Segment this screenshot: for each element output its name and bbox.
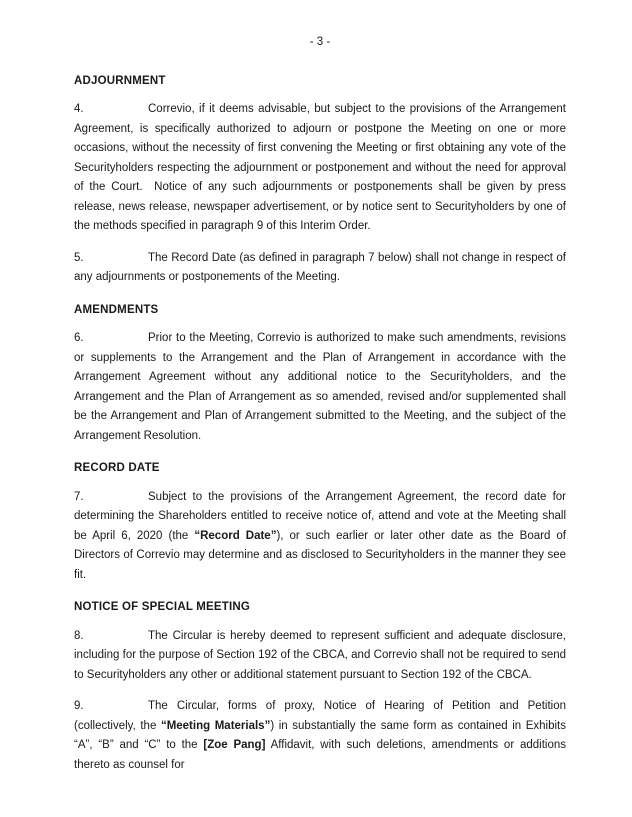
- bold-text-run: “Meeting Materials”: [160, 719, 271, 732]
- text-run: Subject to the provisions of the Arrangement Agreement, the record date for determining the Shareholders entitled to receive notice of, attend and vote at the Meeting shall be April 6, 2020 (the: [74, 490, 566, 542]
- document-body: [74, 72, 566, 776]
- numbered-paragraph: [74, 100, 566, 237]
- text-run: Affidavit, with such deletions, amendments or additions thereto as counsel for: [74, 739, 566, 771]
- section-heading: RECORD DATE: [74, 462, 160, 474]
- text-run: ), or such earlier or later other date as the Board of Directors of Correvio may determine and as disclosed to Securityholders in the manner they see fit.: [74, 529, 566, 581]
- paragraph-number: 9.: [74, 700, 84, 712]
- text-run: The Record Date (as defined in paragraph 7 below) shall not change in respect of any adjournments or postponements of the Meeting.: [74, 251, 566, 283]
- paragraph-number: 5.: [74, 251, 84, 264]
- section-heading: NOTICE OF SPECIAL MEETING: [74, 601, 251, 613]
- section-heading: AMENDMENTS: [74, 303, 159, 316]
- section-heading: ADJOURNMENT: [74, 74, 166, 87]
- bold-text-run: [Zoe Pang]: [203, 739, 266, 751]
- text-run: The Circular is hereby deemed to represent sufficient and adequate disclosure, including for the purpose of Section 192 of the CBCA, and Correvio shall not be required to send to Securityholders any other or additional statement pursuant to Section 192 of the CBCA.: [74, 629, 566, 681]
- text-run: Prior to the Meeting, Correvio is authorized to make such amendments, revisions or supplements to the Arrangement and the Plan of Arrangement in accordance with the Arrangement Agreement without any additional notice to the Securityholders, and the Arrangement and the Plan of Arrangement as so amended, revised and/or supplemented shall be the Arrangement and Plan of Arrangement submitted to the Meeting, and the subject of the Arrangement Resolution.: [74, 332, 566, 442]
- text-run: Correvio, if it deems advisable, but subject to the provisions of the Arrangement Agreement, is specifically authorized to adjourn or postpone the Meeting on one or more occasions, without the necessity of first convening the Meeting or first obtaining any vote of the Securityholders respecting the adjournment or postponement and without the need for approval of the Court. Notice of any such adjournments or postponements shall be given by press release, news release, newspaper advertisement, or by notice sent to Securityholders by one of the methods specified in paragraph 9 of this Interim Order.: [74, 103, 566, 232]
- bold-text-run: “Record Date”: [194, 529, 277, 542]
- paragraph-number: 6.: [74, 332, 84, 344]
- text-run: ) in substantially the same form as contained in Exhibits “A”, “B” and “C” to the: [74, 719, 566, 751]
- paragraph-number: 8.: [74, 629, 84, 642]
- numbered-paragraph: [74, 627, 566, 686]
- numbered-paragraph: [74, 697, 566, 775]
- paragraph-number: 7.: [74, 490, 84, 503]
- text-run: The Circular, forms of proxy, Notice of Hearing of Petition and Petition (collectively, the: [74, 700, 566, 732]
- paragraph-number: 4.: [74, 103, 84, 115]
- page-number: - 3 -: [309, 36, 331, 48]
- numbered-paragraph: [74, 329, 566, 446]
- numbered-paragraph: [74, 488, 566, 586]
- numbered-paragraph: [74, 249, 566, 288]
